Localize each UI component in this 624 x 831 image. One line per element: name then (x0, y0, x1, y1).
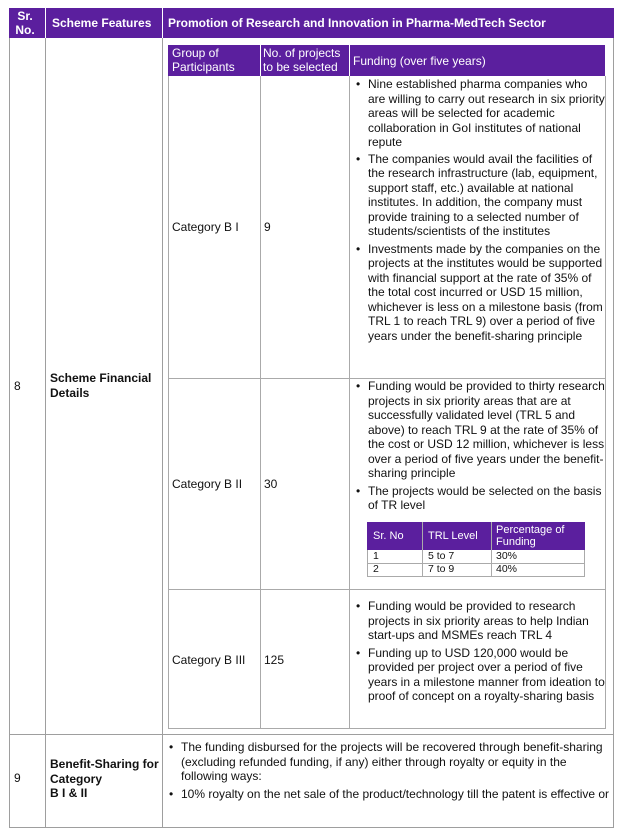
list-item: • Investments made by the companies on the projects at the institutes would be supported with financial support at the rate of 35% of the total cost incurred or USD 15 million, whichever is less on a milestone basis (from TRL 1 to reach TRL 9) over a period of five years under the benefit-sharing principle (352, 242, 605, 344)
inner-header-divider (349, 45, 350, 76)
row-divider (9, 734, 614, 735)
list-item: • The projects would be selected on the basis of TR level (352, 484, 605, 513)
category-b1-name: Category B I (172, 220, 239, 234)
table-border (9, 38, 10, 828)
trl-header-percentage: Percentage of Funding (496, 524, 565, 548)
table-border (613, 38, 614, 828)
category-b2-name: Category B II (172, 477, 243, 491)
header-divider (45, 8, 46, 38)
trl-row-1-level: 5 to 7 (428, 550, 455, 562)
inner-header-divider (260, 45, 261, 76)
row-divider (9, 827, 614, 828)
trl-header-sr: Sr. No (373, 530, 404, 542)
table-border (45, 38, 46, 828)
inner-header-funding: Funding (over five years) (353, 54, 486, 68)
list-item: • The companies would avail the facilities of the research infrastructure (lab, equipment, support staff, etc.) available at national institutes. In addition, the company must provide training to a selected number of students/scientists of the institutes (352, 152, 605, 239)
list-item: • Nine established pharma companies who are willing to carry out research in six priority areas will be selected for academic collaboration in GoI institutes of national repute (352, 77, 605, 150)
list-item: • Funding would be provided to research projects in six priority areas to help Indian start-ups and MSMEs reach TRL 4 (352, 599, 605, 643)
category-b3-funding-list (352, 599, 605, 706)
category-b1-count: 9 (264, 220, 271, 234)
trl-row-2-percentage: 40% (496, 563, 518, 575)
inner-header-group: Group of Participants (172, 46, 235, 74)
row-8-feature: Scheme Financial Details (50, 371, 152, 400)
trl-divider (422, 522, 423, 576)
inner-border (260, 76, 261, 728)
table-border (162, 38, 163, 828)
row-9-sr: 9 (14, 771, 21, 785)
trl-row-divider (367, 576, 585, 577)
inner-border (349, 76, 350, 728)
row-9-feature-line: Benefit-Sharing for (50, 757, 159, 771)
list-item: • Funding would be provided to thirty research projects in six priority areas that are at successfully validated level (TRL 5 and above) to reach TRL 9 at the rate of 35% of the cost or USD 12 million, whichever is less over a period of five years under the benefit-sharing principle (352, 379, 605, 481)
list-item: • 10% royalty on the net sale of the product/technology till the patent is effective or (165, 787, 610, 802)
header-divider (162, 8, 163, 38)
row-9-benefit-list (165, 740, 610, 803)
header-promotion-title: Promotion of Research and Innovation in Pharma-MedTech Sector (168, 16, 546, 30)
trl-row-1-percentage: 30% (496, 550, 518, 562)
trl-row-1-sr: 1 (373, 550, 379, 562)
list-item: • Funding up to USD 120,000 would be provided per project over a period of five years in a milestone manner from ideation to proof of concept on a royalty-sharing basis (352, 646, 605, 704)
row-9-feature-line: B I & II (50, 786, 88, 800)
inner-border (168, 76, 169, 728)
trl-divider (491, 522, 492, 576)
inner-header-projects: No. of projects to be selected (263, 46, 341, 74)
row-9-feature (50, 757, 160, 801)
row-8-sr: 8 (14, 379, 21, 393)
category-b2-count: 30 (264, 477, 278, 491)
category-b1-funding-list (352, 77, 605, 345)
category-b2-funding-list (352, 379, 605, 515)
category-b3-count: 125 (264, 653, 285, 667)
list-item: • The funding disbursed for the projects will be recovered through benefit-sharing (excluding refunded funding, if any) either through royalty or equity in the following ways: (165, 740, 610, 784)
trl-row-2-level: 7 to 9 (428, 563, 455, 575)
trl-row-divider (367, 563, 585, 564)
category-b3-name: Category B III (172, 653, 246, 667)
header-sr-no: Sr. No. (15, 9, 35, 37)
inner-row-divider (168, 589, 606, 590)
inner-row-divider (168, 728, 606, 729)
row-9-feature-line: Category (50, 771, 103, 786)
header-scheme-features: Scheme Features (52, 16, 152, 30)
trl-row-2-sr: 2 (373, 563, 379, 575)
trl-table (367, 522, 585, 576)
trl-header-level: TRL Level (428, 530, 478, 542)
inner-border (605, 76, 606, 728)
